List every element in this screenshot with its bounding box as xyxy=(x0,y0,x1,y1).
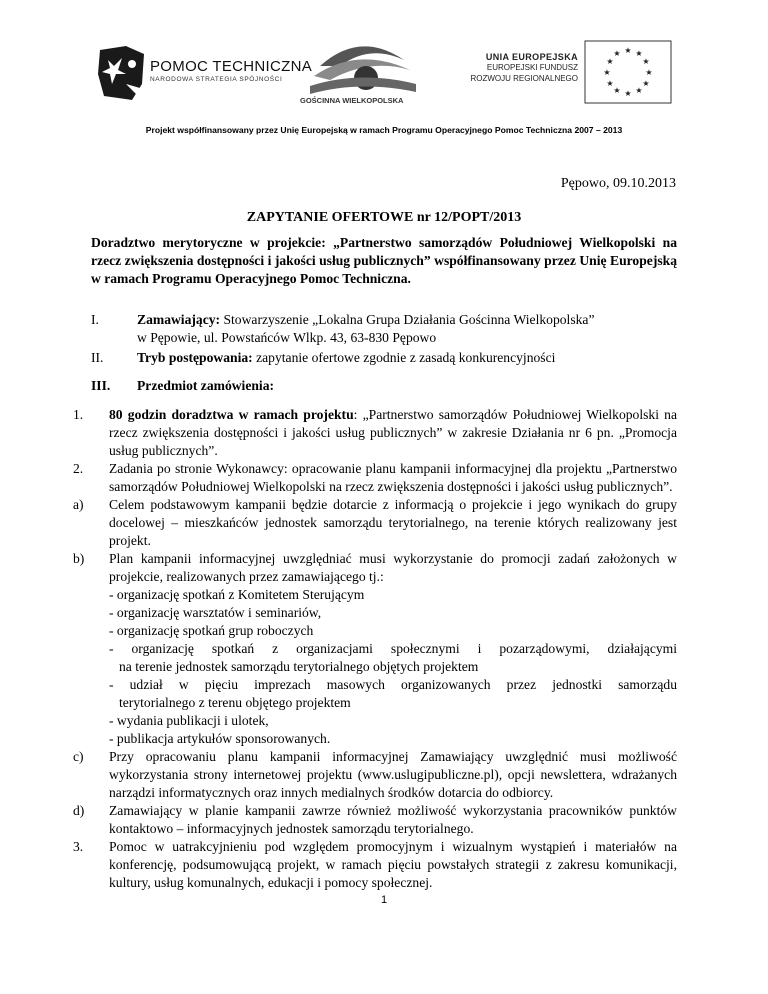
section-text-address: w Pępowie, ul. Powstańców Wlkp. 43, 63-830 Pępowo xyxy=(137,330,437,345)
dash-item: - organizację spotkań grup roboczych xyxy=(109,623,314,638)
eu-line2: EUROPEJSKI FUNDUSZ xyxy=(486,63,578,72)
list-marker: 1. xyxy=(73,407,84,422)
dash-item-continued: terytorialnego z terenu objętego projektem xyxy=(119,695,351,710)
dash-item: - organizację spotkań z organizacjami społecznymi i pozarządowymi, działającymi xyxy=(109,641,677,656)
goscinna-wielkopolska-name: GOŚCINNA WIELKOPOLSKA xyxy=(300,96,404,105)
list-item xyxy=(73,496,677,550)
list-item-text: Przy opracowaniu planu kampanii informacyjnej Zamawiający uwzględnić musi możliwość wykorzystania strony internetowej projektu (www.uslugipubliczne.pl), opcji newslettera, wdrażanych narządzi informatycznych oraz innych medialnych środków dotarcia do odbiorcy. xyxy=(109,749,677,800)
list-item xyxy=(73,406,678,460)
svg-text:★: ★ xyxy=(635,86,643,95)
goscinna-wielkopolska-logo-icon xyxy=(300,36,424,96)
list-marker: a) xyxy=(73,497,84,512)
list-item-text: : „Partnerstwo samorządów Południowej Wielkopolski na rzecz zwiększenia dostępności i jakości usług publicznych” w zakresie Działania nr 6 pn. „Promocja usług publicznych”. xyxy=(109,407,678,458)
section-label: Przedmiot zamówienia: xyxy=(137,378,275,393)
svg-text:★: ★ xyxy=(613,86,621,95)
list-item-bold: 80 godzin doradztwa w ramach projektu xyxy=(109,407,354,422)
svg-text:★: ★ xyxy=(613,49,621,58)
document-date: Pępowo, 09.10.2013 xyxy=(560,176,676,191)
dash-item: - wydania publikacji i ulotek, xyxy=(109,713,269,728)
pomoc-techniczna-subtitle: NARODOWA STRATEGIA SPÓJNOŚCI xyxy=(150,76,283,83)
svg-text:★: ★ xyxy=(603,68,611,77)
list-item-text: Plan kampanii informacyjnej uwzględniać musi wykorzystanie do promocji zadań założonych w projekcie, realizowanych przez zamawiającego tj.: xyxy=(109,551,677,584)
dash-item: - publikacja artykułów sponsorowanych. xyxy=(109,731,331,746)
eu-flag-icon xyxy=(584,40,672,104)
page-number: 1 xyxy=(380,894,388,906)
section-text: zapytanie ofertowe zgodnie z zasadą konkurencyjności xyxy=(256,350,556,365)
svg-text:★: ★ xyxy=(624,46,632,55)
list-item xyxy=(73,748,677,802)
list-marker: d) xyxy=(73,803,85,818)
eu-fund-text xyxy=(462,52,578,84)
subject-list xyxy=(73,406,678,892)
section-text: Stowarzyszenie „Lokalna Grupa Działania Gościnna Wielkopolska” xyxy=(223,312,595,327)
list-marker: b) xyxy=(73,551,85,566)
section-number: III. xyxy=(91,378,111,393)
list-item xyxy=(73,460,677,496)
section-label: Zamawiający: xyxy=(137,312,221,327)
cofinancing-note: Projekt współfinansowany przez Unię Europejską w ramach Programu Operacyjnego Pomoc Techniczna 2007 – 2013 xyxy=(145,125,623,135)
section-label: Tryb postępowania: xyxy=(137,350,253,365)
svg-text:★: ★ xyxy=(642,79,650,88)
list-item-text: Zamawiający w planie kampanii zawrze również możliwość wykorzystania pracowników punktów kontaktowo – informacyjnych jednostek samorządu terytorialnego. xyxy=(109,803,677,836)
pomoc-techniczna-title: POMOC TECHNICZNA xyxy=(150,58,313,75)
dash-item: - udział w pięciu imprezach masowych organizowanych przez jednostki samorządu xyxy=(109,677,677,692)
dash-item: - organizację spotkań z Komitetem Sterującym xyxy=(109,587,365,602)
pomoc-techniczna-logo-icon xyxy=(96,44,148,102)
dash-item: - organizację warsztatów i seminariów, xyxy=(109,605,322,620)
dash-item-continued: na terenie jednostek samorządu terytorialnego objętych projektem xyxy=(119,659,479,674)
section-number: I. xyxy=(91,312,99,327)
eu-line1: UNIA EUROPEJSKA xyxy=(485,52,578,62)
svg-text:★: ★ xyxy=(624,89,632,98)
list-marker: 2. xyxy=(73,461,84,476)
list-marker: 3. xyxy=(73,839,84,854)
list-item-text: Pomoc w uatrakcyjnieniu pod względem promocyjnym i wizualnym wystąpień i materiałów na konferencję, podsumowującą projekt, w ramach pięciu powstałych strategii z zakresu komunikacji, kultury, usług komunalnych, edukacji i pomocy społecznej. xyxy=(109,839,677,890)
svg-text:★: ★ xyxy=(645,68,653,77)
svg-text:★: ★ xyxy=(606,57,614,66)
eu-line3: ROZWOJU REGIONALNEGO xyxy=(470,74,578,83)
list-item xyxy=(73,550,677,586)
list-item-text: Zadania po stronie Wykonawcy: opracowanie planu kampanii informacyjnej dla projektu „Partnerstwo samorządów Południowej Wielkopolski na rzecz zwiększenia dostępności i jakości usług publicznych”. xyxy=(109,461,677,494)
document-intro: Doradztwo merytoryczne w projekcie: „Partnerstwo samorządów Południowej Wielkopolski na rzecz zwiększenia dostępności i jakości usług publicznych” współfinansowany przez Unię Europejską w ramach Programu Operacyjnego Pomoc Techniczna. xyxy=(91,235,677,286)
section-subject xyxy=(91,377,677,395)
activity-dash-list xyxy=(109,586,677,748)
section-contracting-authority xyxy=(91,311,677,347)
list-item xyxy=(73,802,677,838)
list-marker: c) xyxy=(73,749,84,764)
section-procedure xyxy=(91,349,677,367)
svg-text:★: ★ xyxy=(635,49,643,58)
svg-text:★: ★ xyxy=(606,79,614,88)
svg-text:★: ★ xyxy=(642,57,650,66)
list-item-text: Celem podstawowym kampanii będzie dotarcie z informacją o projekcie i jego wynikach do grupy docelowej – mieszkańców jednostek samorządu terytorialnego, na terenie których realizowany jest projekt. xyxy=(109,497,677,548)
section-number: II. xyxy=(91,350,104,365)
document-title: ZAPYTANIE OFERTOWE nr 12/POPT/2013 xyxy=(246,210,522,225)
list-item xyxy=(73,838,677,892)
